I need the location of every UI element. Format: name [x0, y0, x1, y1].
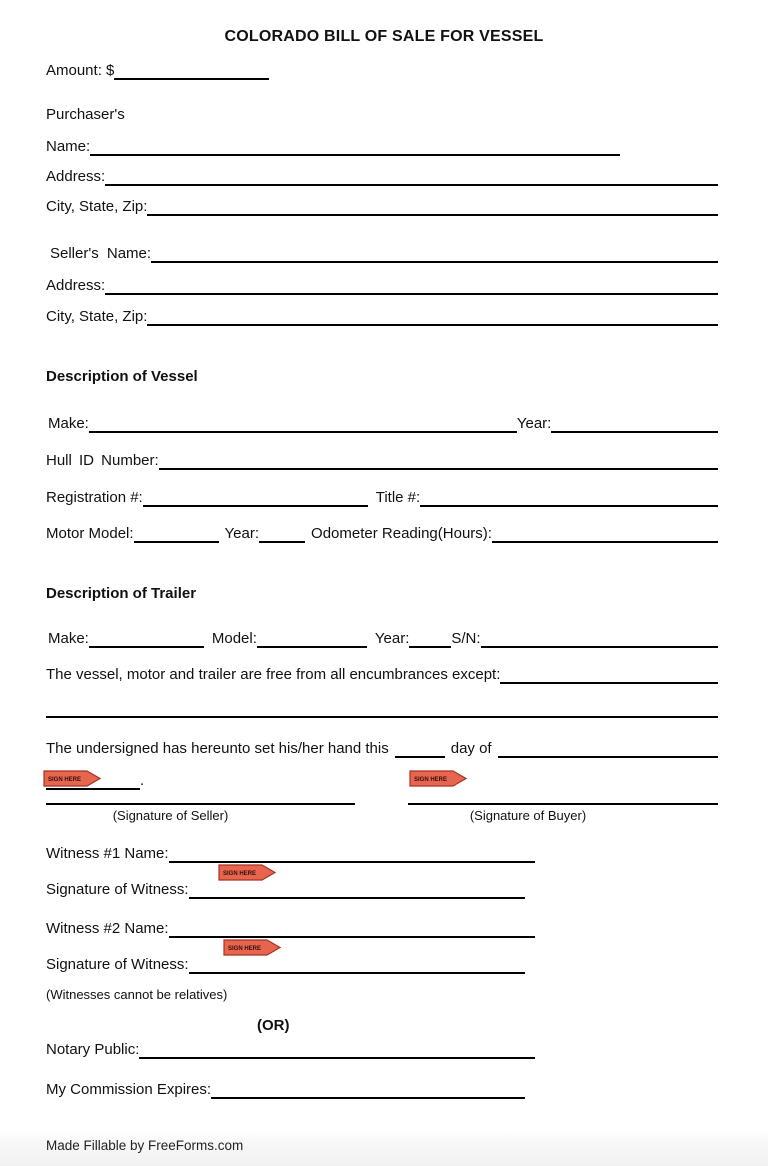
vessel-make-year-row — [48, 415, 718, 433]
motor-model-label: Motor Model: — [46, 525, 134, 542]
witness1-name-label: Witness #1 Name: — [46, 845, 169, 862]
trailer-serial-label: S/N: — [451, 630, 481, 647]
witness1-name-field[interactable] — [169, 861, 535, 863]
witness1-signature-row — [46, 871, 525, 899]
sign-here-tag[interactable] — [409, 770, 467, 787]
encumbrance-statement: The vessel, motor and trailer are free from all encumbrances except: — [46, 666, 501, 683]
vessel-section-heading-row — [46, 368, 198, 386]
notary-public-row — [46, 1041, 535, 1059]
purchaser-city-field[interactable] — [147, 214, 718, 216]
commission-expires-field[interactable] — [211, 1097, 525, 1099]
trailer-year-label: Year: — [374, 630, 410, 647]
sign-here-label: SIGN HERE — [48, 777, 82, 783]
commission-expires-label: My Commission Expires: — [46, 1081, 212, 1098]
seller-address-field[interactable] — [105, 293, 718, 295]
registration-label: Registration #: — [46, 489, 143, 506]
witness-note: (Witnesses cannot be relatives) — [46, 987, 228, 1002]
title-number-label: Title #: — [375, 489, 421, 506]
sign-here-label: SIGN HERE — [228, 946, 262, 952]
witness-note-row — [46, 986, 227, 1004]
witness1-signature-field[interactable] — [189, 897, 525, 899]
seller-address-row — [46, 277, 718, 295]
trailer-detail-row — [48, 630, 718, 648]
sign-here-tag[interactable] — [43, 770, 101, 787]
hull-id-label: Hull ID Number: — [46, 452, 159, 469]
or-row — [257, 1017, 290, 1035]
signature-captions-row — [46, 808, 718, 823]
buyer-signature-caption: (Signature of Buyer) — [469, 808, 587, 823]
vessel-section-heading: Description of Vessel — [46, 368, 198, 385]
registration-title-row — [46, 489, 718, 507]
witness2-name-label: Witness #2 Name: — [46, 920, 169, 937]
purchaser-heading: Purchaser's — [46, 106, 125, 123]
seller-name-label: Seller's Name: — [50, 245, 152, 262]
witness2-name-row — [46, 920, 535, 938]
signature-lines-row — [46, 787, 718, 805]
odometer-field[interactable] — [492, 541, 718, 543]
vessel-year-field[interactable] — [551, 431, 718, 433]
trailer-make-field[interactable] — [89, 646, 204, 648]
execution-month-field[interactable] — [498, 756, 718, 758]
trailer-section-heading: Description of Trailer — [46, 585, 197, 602]
vessel-make-field[interactable] — [89, 431, 517, 433]
seller-city-field[interactable] — [147, 324, 718, 326]
odometer-label: Odometer Reading(Hours): — [311, 525, 492, 542]
trailer-serial-field[interactable] — [481, 646, 718, 648]
encumbrance-continuation-row — [46, 700, 718, 718]
hull-id-field[interactable] — [159, 468, 718, 470]
vessel-year-label: Year: — [516, 415, 552, 432]
motor-year-label: Year: — [224, 525, 260, 542]
purchaser-city-row — [46, 198, 718, 216]
trailer-model-field[interactable] — [257, 646, 367, 648]
seller-name-row — [50, 245, 718, 263]
witness2-signature-field[interactable] — [189, 972, 525, 974]
or-label: (OR) — [257, 1017, 290, 1034]
motor-model-field[interactable] — [134, 541, 219, 543]
seller-name-field[interactable] — [151, 261, 718, 263]
purchaser-address-row — [46, 168, 718, 186]
buyer-signature-field[interactable] — [408, 803, 718, 805]
execution-day-field[interactable] — [395, 756, 445, 758]
seller-signature-field[interactable] — [46, 803, 355, 805]
seller-city-row — [46, 308, 718, 326]
execution-statement: The undersigned has hereunto set his/her hand this — [46, 740, 389, 757]
purchaser-address-label: Address: — [46, 168, 106, 185]
sign-here-label: SIGN HERE — [223, 871, 257, 877]
registration-field[interactable] — [143, 505, 368, 507]
witness2-signature-label: Signature of Witness: — [46, 956, 189, 973]
purchaser-heading-row — [46, 106, 125, 124]
purchaser-name-row — [46, 138, 620, 156]
day-of-label: day of — [450, 740, 492, 757]
notary-public-label: Notary Public: — [46, 1041, 140, 1058]
witness1-signature-label: Signature of Witness: — [46, 881, 189, 898]
sign-here-tag[interactable] — [218, 864, 276, 881]
purchaser-name-field[interactable] — [90, 154, 620, 156]
amount-label: Amount: $ — [46, 62, 115, 79]
vessel-make-label: Make: — [48, 415, 89, 432]
amount-field[interactable] — [114, 78, 269, 80]
encumbrance-field-1[interactable] — [500, 682, 718, 684]
trailer-model-label: Model: — [211, 630, 257, 647]
purchaser-name-label: Name: — [46, 138, 91, 155]
hull-id-row — [46, 452, 718, 470]
seller-city-label: City, State, Zip: — [46, 308, 148, 325]
document-title: COLORADO BILL OF SALE FOR VESSEL — [224, 28, 544, 45]
seller-address-label: Address: — [46, 277, 106, 294]
witness2-signature-row — [46, 946, 525, 974]
trailer-year-field[interactable] — [409, 646, 451, 648]
encumbrance-row — [46, 666, 718, 684]
encumbrance-field-2[interactable] — [46, 716, 718, 718]
notary-public-field[interactable] — [139, 1057, 535, 1059]
motor-year-field[interactable] — [259, 541, 305, 543]
title-number-field[interactable] — [420, 505, 718, 507]
footer-credit: Made Fillable by FreeForms.com — [46, 1138, 244, 1153]
trailer-make-label: Make: — [48, 630, 89, 647]
commission-expires-row — [46, 1081, 525, 1099]
sign-here-label: SIGN HERE — [414, 777, 448, 783]
purchaser-address-field[interactable] — [105, 184, 718, 186]
trailer-section-heading-row — [46, 585, 196, 603]
execution-period: . — [140, 772, 145, 789]
motor-row — [46, 525, 718, 543]
sign-here-tag[interactable] — [223, 939, 281, 956]
amount-row — [46, 62, 306, 80]
purchaser-city-label: City, State, Zip: — [46, 198, 148, 215]
execution-row — [46, 740, 718, 758]
witness1-name-row — [46, 845, 535, 863]
witness2-name-field[interactable] — [169, 936, 535, 938]
seller-signature-caption: (Signature of Seller) — [112, 808, 229, 823]
